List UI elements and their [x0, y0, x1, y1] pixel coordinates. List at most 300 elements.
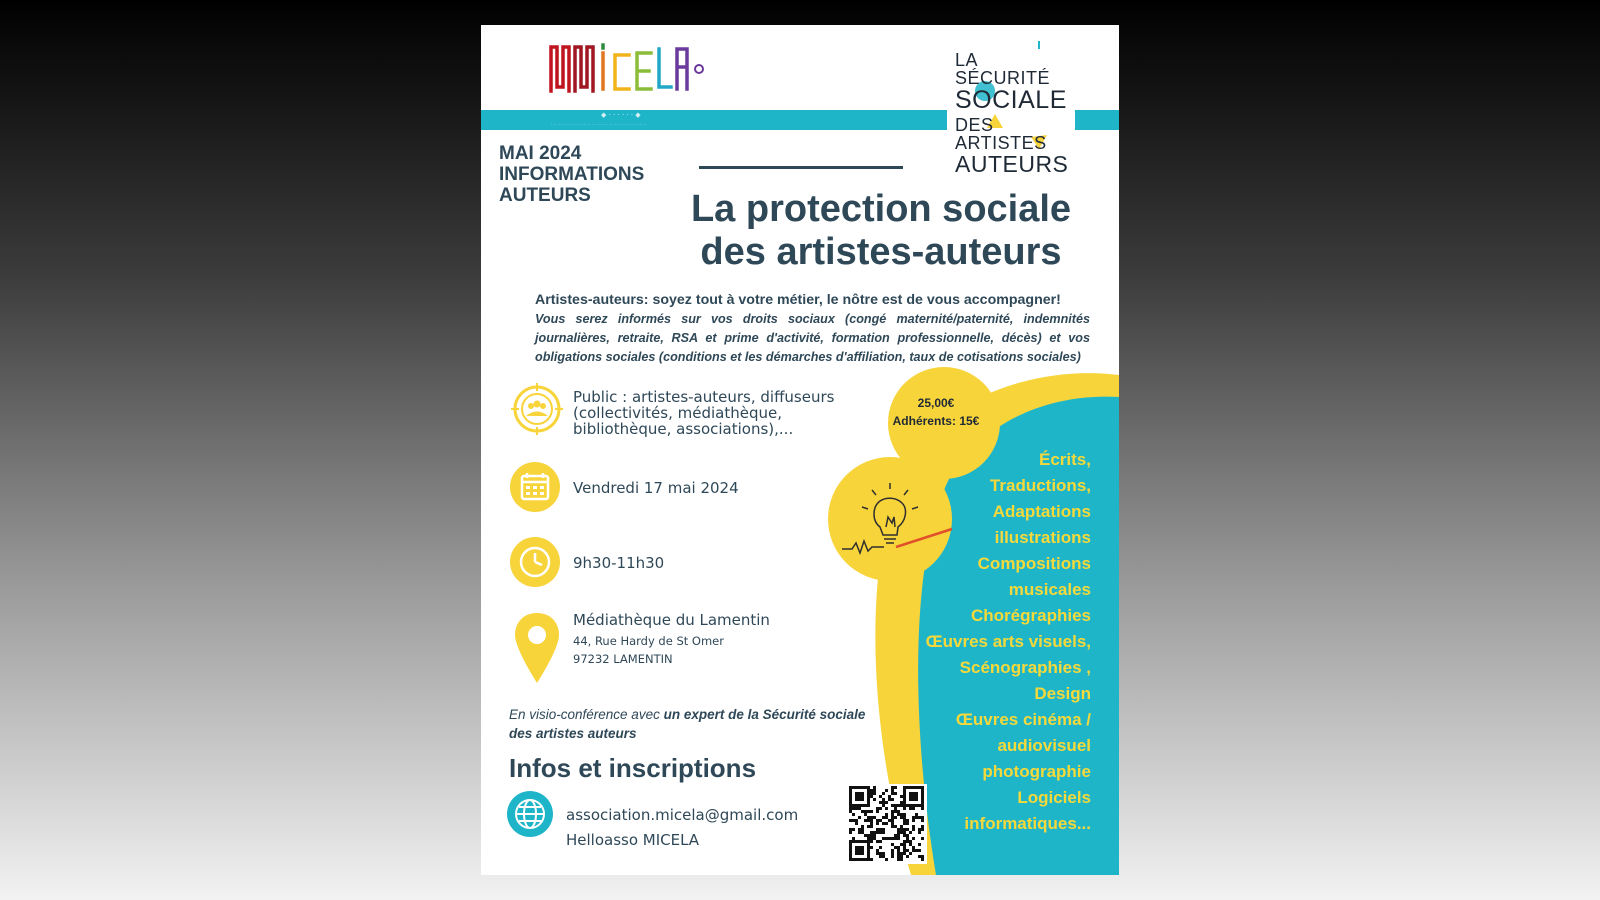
ssaa-line-3: DES ARTISTES: [955, 115, 1047, 153]
qr-module: [885, 858, 888, 861]
qr-module: [858, 807, 861, 810]
qr-module: [870, 810, 873, 813]
qr-module: [882, 801, 885, 804]
qr-module: [918, 816, 921, 819]
band-decoration: ◆ · · · · · · ◆: [601, 111, 641, 119]
qr-module: [915, 798, 918, 801]
qr-module: [861, 852, 864, 855]
qr-module: [912, 849, 915, 852]
qr-module: [894, 786, 897, 789]
ssaa-logo: [947, 35, 1075, 177]
qr-module: [870, 858, 873, 861]
qr-module: [873, 792, 876, 795]
works-item: illustrations: [994, 528, 1091, 547]
qr-module: [891, 786, 894, 789]
qr-module: [894, 807, 897, 810]
qr-module: [912, 798, 915, 801]
qr-module: [903, 789, 906, 792]
qr-module: [897, 813, 900, 816]
qr-module: [870, 825, 873, 828]
qr-module: [855, 804, 858, 807]
qr-module: [861, 849, 864, 852]
qr-module: [909, 804, 912, 807]
qr-module: [891, 855, 894, 858]
qr-module: [903, 801, 906, 804]
auteurs-label: AUTEURS: [499, 185, 591, 206]
qr-module: [909, 807, 912, 810]
qr-module: [849, 804, 852, 807]
qr-module: [885, 816, 888, 819]
qr-module: [921, 792, 924, 795]
qr-module: [888, 837, 891, 840]
qr-module: [891, 852, 894, 855]
qr-module: [909, 786, 912, 789]
qr-module: [903, 816, 906, 819]
works-item: photographie: [982, 762, 1091, 781]
qr-module: [879, 819, 882, 822]
works-item: Œuvres cinéma /: [955, 710, 1091, 729]
venue-block: [573, 612, 770, 668]
qr-module: [900, 855, 903, 858]
qr-module: [891, 816, 894, 819]
qr-module: [906, 849, 909, 852]
qr-module: [867, 855, 870, 858]
qr-module: [912, 795, 915, 798]
qr-module: [900, 831, 903, 834]
qr-module: [855, 822, 858, 825]
contact-email[interactable]: association.micela@gmail.com: [566, 806, 799, 824]
qr-module: [861, 846, 864, 849]
qr-module: [861, 810, 864, 813]
qr-module: [849, 831, 852, 834]
qr-module: [894, 804, 897, 807]
qr-module: [921, 825, 924, 828]
qr-module: [915, 792, 918, 795]
works-item: Adaptations: [992, 502, 1091, 521]
qr-module: [855, 846, 858, 849]
qr-module: [870, 789, 873, 792]
qr-module: [867, 819, 870, 822]
qr-module: [915, 795, 918, 798]
qr-module: [906, 819, 909, 822]
qr-module: [888, 819, 891, 822]
qr-module: [903, 819, 906, 822]
qr-module: [909, 798, 912, 801]
qr-module: [870, 834, 873, 837]
qr-module: [918, 804, 921, 807]
qr-module: [855, 819, 858, 822]
qr-module: [903, 807, 906, 810]
qr-module: [900, 843, 903, 846]
qr-module: [849, 786, 852, 789]
qr-module: [852, 813, 855, 816]
qr-module: [897, 849, 900, 852]
qr-module: [921, 789, 924, 792]
qr-module: [858, 798, 861, 801]
poster-title: [651, 188, 1111, 274]
qr-module: [894, 792, 897, 795]
qr-module: [861, 828, 864, 831]
qr-module: [864, 813, 867, 816]
qr-module: [906, 855, 909, 858]
qr-module: [849, 828, 852, 831]
qr-module: [873, 786, 876, 789]
qr-module: [891, 837, 894, 840]
calendar-icon: [509, 461, 561, 513]
qr-module: [885, 807, 888, 810]
contact-helloasso[interactable]: Helloasso MICELA: [566, 831, 700, 849]
qr-module: [921, 804, 924, 807]
visio-expert: un expert de la Sécurité sociale des artistes auteurs: [509, 707, 866, 741]
ssaa-line-4: AUTEURS: [955, 151, 1069, 177]
works-item: Traductions,: [989, 476, 1091, 495]
qr-module: [891, 792, 894, 795]
qr-module: [864, 840, 867, 843]
qr-module: [867, 789, 870, 792]
qr-module: [849, 801, 852, 804]
qr-module: [900, 801, 903, 804]
qr-module: [882, 852, 885, 855]
qr-module: [858, 816, 861, 819]
qr-module: [867, 810, 870, 813]
price-full: 25,00€: [917, 396, 955, 410]
qr-module: [912, 846, 915, 849]
qr-module: [912, 819, 915, 822]
location-pin-icon: [513, 611, 561, 685]
qr-module: [876, 852, 879, 855]
qr-module: [864, 858, 867, 861]
qr-module: [849, 819, 852, 822]
qr-module: [861, 825, 864, 828]
qr-module: [888, 798, 891, 801]
qr-module: [879, 840, 882, 843]
qr-module: [921, 816, 924, 819]
qr-module: [885, 822, 888, 825]
qr-module: [864, 786, 867, 789]
qr-module: [849, 792, 852, 795]
qr-module: [867, 843, 870, 846]
qr-module: [891, 813, 894, 816]
qr-module: [858, 831, 861, 834]
qr-module: [867, 825, 870, 828]
qr-module: [870, 819, 873, 822]
qr-module: [858, 792, 861, 795]
qr-module: [906, 834, 909, 837]
works-item: Compositions: [977, 554, 1091, 573]
qr-module: [921, 807, 924, 810]
qr-module: [915, 816, 918, 819]
qr-module: [909, 792, 912, 795]
qr-module: [900, 804, 903, 807]
works-item: informatiques...: [964, 814, 1091, 833]
qr-module: [921, 801, 924, 804]
qr-module: [882, 831, 885, 834]
qr-module: [879, 855, 882, 858]
qr-module: [903, 792, 906, 795]
qr-module: [861, 804, 864, 807]
qr-module: [849, 858, 852, 861]
qr-module: [849, 846, 852, 849]
qr-module: [921, 795, 924, 798]
ssaa-line-2: SOCIALE: [955, 86, 1067, 114]
qr-module: [915, 849, 918, 852]
qr-module: [897, 852, 900, 855]
qr-module: [852, 807, 855, 810]
qr-module: [870, 840, 873, 843]
qr-module: [855, 840, 858, 843]
qr-module: [912, 816, 915, 819]
qr-module: [867, 858, 870, 861]
title-line-1: La protection sociale: [690, 188, 1072, 230]
visio-conference-note: [509, 705, 879, 743]
qr-module: [909, 852, 912, 855]
qr-module: [870, 846, 873, 849]
qr-module: [879, 831, 882, 834]
qr-module: [867, 840, 870, 843]
qr-module: [867, 846, 870, 849]
qr-module: [870, 831, 873, 834]
qr-module: [858, 828, 861, 831]
qr-module: [897, 846, 900, 849]
description: Vous serez informés sur vos droits sociaux (congé maternité/paternité, indemnités journalières, retraite, RSA et prime d'activité, formation professionnelle, décès) et vos obligations sociales (conditions et les démarches d'affiliation, taux de cotisations sociales): [535, 312, 1090, 364]
qr-module: [921, 819, 924, 822]
qr-module: [870, 795, 873, 798]
qr-module: [903, 840, 906, 843]
qr-module: [903, 786, 906, 789]
qr-module: [867, 801, 870, 804]
qr-module: [897, 804, 900, 807]
public-text: Public : artistes-auteurs, diffuseurs (collectivités, médiathèque, bibliothèque, associations),...: [573, 388, 835, 438]
qr-module: [873, 798, 876, 801]
works-item: Design: [1034, 684, 1091, 703]
qr-module: [864, 834, 867, 837]
qr-module: [858, 849, 861, 852]
works-item: Logiciels: [1017, 788, 1091, 807]
qr-module: [876, 828, 879, 831]
qr-module: [918, 843, 921, 846]
audience-target-icon: [511, 383, 563, 435]
works-list: [861, 447, 1091, 837]
qr-module: [900, 858, 903, 861]
price-members: Adhérents: 15€: [892, 414, 980, 428]
qr-module: [882, 792, 885, 795]
qr-module: [909, 795, 912, 798]
qr-module: [861, 840, 864, 843]
qr-module: [882, 828, 885, 831]
qr-module: [855, 786, 858, 789]
qr-module: [891, 843, 894, 846]
qr-module: [918, 849, 921, 852]
qr-module: [870, 792, 873, 795]
qr-module: [897, 831, 900, 834]
event-date: Vendredi 17 mai 2024: [573, 479, 739, 497]
qr-module: [867, 816, 870, 819]
qr-module: [879, 846, 882, 849]
qr-module: [885, 801, 888, 804]
qr-module: [870, 816, 873, 819]
venue-address-line-2: 97232 LAMENTIN: [573, 652, 673, 666]
qr-module: [894, 816, 897, 819]
qr-module: [918, 786, 921, 789]
event-time: 9h30-11h30: [573, 554, 665, 572]
qr-module: [867, 792, 870, 795]
qr-module: [900, 825, 903, 828]
informations-label: INFORMATIONS: [499, 164, 645, 185]
qr-module: [918, 828, 921, 831]
qr-module: [909, 840, 912, 843]
qr-module: [891, 804, 894, 807]
qr-module: [855, 795, 858, 798]
qr-module: [861, 792, 864, 795]
qr-module: [906, 828, 909, 831]
qr-module: [867, 849, 870, 852]
qr-module: [894, 837, 897, 840]
qr-module: [909, 831, 912, 834]
qr-module: [849, 843, 852, 846]
qr-module: [879, 828, 882, 831]
qr-module: [921, 855, 924, 858]
qr-module: [897, 828, 900, 831]
price-badge: [877, 394, 995, 430]
title-rule: [699, 166, 903, 169]
contact-heading: Infos et inscriptions: [509, 753, 757, 783]
qr-module: [900, 813, 903, 816]
qr-module: [855, 792, 858, 795]
qr-module: [858, 852, 861, 855]
qr-module: [921, 828, 924, 831]
qr-module: [858, 840, 861, 843]
qr-module: [870, 822, 873, 825]
qr-module: [900, 816, 903, 819]
works-item: audiovisuel: [997, 736, 1091, 755]
visio-prefix: En visio-conférence avec: [509, 707, 664, 722]
qr-module: [849, 810, 852, 813]
qr-module: [855, 858, 858, 861]
qr-module: [900, 795, 903, 798]
qr-module: [897, 855, 900, 858]
qr-module: [903, 813, 906, 816]
qr-module: [894, 810, 897, 813]
qr-module: [849, 852, 852, 855]
qr-module: [903, 795, 906, 798]
qr-module: [912, 837, 915, 840]
qr-module: [867, 798, 870, 801]
works-item: Scénographies ,: [959, 658, 1091, 677]
qr-module: [906, 837, 909, 840]
qr-module: [852, 786, 855, 789]
qr-module: [876, 840, 879, 843]
qr-module: [867, 852, 870, 855]
qr-module: [906, 804, 909, 807]
qr-module: [864, 810, 867, 813]
qr-module: [906, 840, 909, 843]
qr-module: [894, 846, 897, 849]
qr-module: [915, 804, 918, 807]
qr-module: [852, 804, 855, 807]
qr-module: [873, 837, 876, 840]
qr-module: [921, 858, 924, 861]
qr-module: [903, 831, 906, 834]
qr-module: [879, 801, 882, 804]
qr-module: [897, 858, 900, 861]
qr-module: [876, 810, 879, 813]
qr-module: [918, 831, 921, 834]
qr-module: [912, 786, 915, 789]
qr-module: [855, 807, 858, 810]
qr-module: [891, 825, 894, 828]
qr-module: [900, 828, 903, 831]
qr-module: [867, 837, 870, 840]
qr-module: [879, 807, 882, 810]
qr-module: [861, 858, 864, 861]
globe-icon: [506, 790, 554, 838]
qr-module: [897, 834, 900, 837]
qr-module: [879, 852, 882, 855]
qr-module: [864, 804, 867, 807]
qr-module: [855, 852, 858, 855]
qr-module: [912, 792, 915, 795]
qr-module: [849, 855, 852, 858]
qr-module: [882, 837, 885, 840]
qr-module: [861, 786, 864, 789]
works-item: musicales: [1008, 580, 1091, 599]
qr-module: [858, 858, 861, 861]
qr-module: [858, 846, 861, 849]
event-month: MAI 2024: [499, 143, 582, 164]
event-month-block: [499, 143, 644, 206]
qr-module: [903, 828, 906, 831]
qr-module: [891, 789, 894, 792]
qr-module: [888, 795, 891, 798]
qr-module: [891, 819, 894, 822]
qr-module: [885, 789, 888, 792]
qr-module: [861, 831, 864, 834]
qr-module: [849, 807, 852, 810]
qr-module: [852, 837, 855, 840]
qr-module: [852, 828, 855, 831]
qr-module: [882, 798, 885, 801]
qr-module: [891, 822, 894, 825]
qr-module: [906, 786, 909, 789]
qr-module: [909, 843, 912, 846]
qr-code[interactable]: [847, 784, 927, 864]
qr-module: [873, 834, 876, 837]
qr-module: [867, 834, 870, 837]
qr-module: [891, 798, 894, 801]
qr-module: [852, 819, 855, 822]
qr-module: [873, 816, 876, 819]
qr-module: [915, 786, 918, 789]
works-item: Œuvres arts visuels,: [925, 632, 1091, 651]
title-line-2: des artistes-auteurs: [700, 231, 1062, 273]
poster: [481, 25, 1119, 875]
qr-module: [870, 837, 873, 840]
qr-module: [894, 834, 897, 837]
qr-module: [867, 786, 870, 789]
qr-module: [858, 786, 861, 789]
tagline: Artistes-auteurs: soyez tout à votre métier, le nôtre est de vous accompagner!: [535, 292, 1061, 308]
qr-module: [876, 819, 879, 822]
qr-module: [861, 798, 864, 801]
qr-module: [903, 798, 906, 801]
qr-module: [852, 858, 855, 861]
qr-module: [849, 849, 852, 852]
venue-name: Médiathèque du Lamentin: [573, 611, 770, 629]
ssaa-line-1: LA SÉCURITÉ: [955, 50, 1051, 88]
qr-module: [876, 831, 879, 834]
qr-module: [900, 852, 903, 855]
qr-module: [897, 810, 900, 813]
